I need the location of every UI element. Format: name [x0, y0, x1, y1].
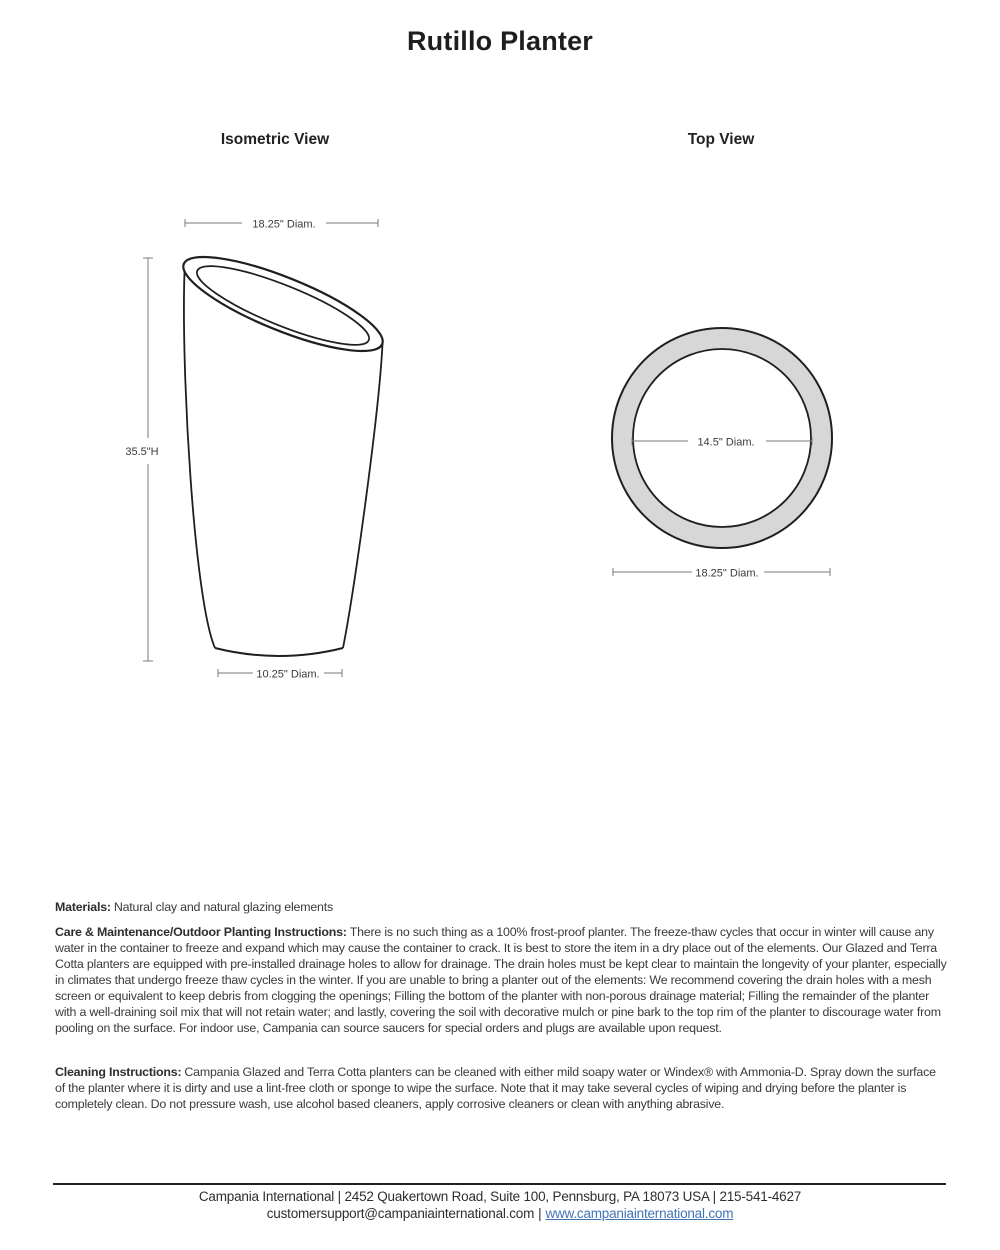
dim-top-diameter-label: 18.25" Diam.	[252, 218, 316, 231]
materials-section	[55, 899, 948, 915]
top-view-drawing	[580, 300, 870, 590]
footer-divider-rule	[53, 1183, 946, 1185]
dim-outer-diameter-label: 18.25" Diam.	[695, 567, 759, 580]
planter-rim-outer	[174, 239, 392, 368]
footer-address-line: Campania International | 2452 Quakertown Road, Suite 100, Pennsburg, PA 18073 USA | 215-541-4627	[198, 1189, 802, 1204]
dim-height	[125, 258, 158, 661]
footer-email: customersupport@campaniainternational.com	[266, 1206, 535, 1221]
dim-inner-diameter-label: 14.5" Diam.	[697, 436, 755, 449]
materials-label: Materials:	[55, 900, 111, 914]
materials-text: Natural clay and natural glazing elements	[113, 900, 333, 914]
planter-bottom-edge	[215, 648, 343, 656]
cleaning-section	[55, 1064, 948, 1112]
dim-bottom-diameter-label: 10.25" Diam.	[256, 668, 320, 681]
dim-outer-diameter	[613, 568, 830, 580]
top-view-label: Top View	[687, 131, 755, 148]
page-title: Rutillo Planter	[406, 26, 593, 56]
dim-top-diameter	[185, 219, 378, 231]
planter-left-edge	[184, 272, 215, 648]
isometric-view-label: Isometric View	[220, 131, 330, 148]
care-label: Care & Maintenance/Outdoor Planting Instructions:	[55, 925, 347, 939]
care-text: There is no such thing as a 100% frost-proof planter. The freeze-thaw cycles that occur in winter will cause any water in the container to freeze and expand which may cause the container to crack. It is best to store the item in a dry place out of the elements. Our Glazed and Terra Cotta planters are equipped with pre-installed drainage holes to allow for drainage. The drain holes must be kept clear to maintain the longevity of your planter, especially in climates that undergo freeze thaw cycles in the winter. If you are unable to bring a planter out of the elements: We recommend covering the drain holes with a mesh screen or equivalent to keep debris from clogging the openings; Filling the bottom of the planter with non-porous drainage material; Filling the remainder of the planter with a well-draining soil mix that will not retain water; and lastly, covering the soil with decorative mulch or pine bark to the top rim of the planter to discourage water from pooling on the surface. For indoor use, Campania can source saucers for special orders and plugs are available upon request.	[55, 925, 947, 1035]
footer-website-link[interactable]: www.campaniainternational.com	[545, 1206, 734, 1221]
footer-contact-line	[0, 1206, 1000, 1221]
dim-height-label: 35.5"H	[125, 446, 159, 458]
isometric-drawing	[120, 200, 420, 700]
planter-outline	[174, 239, 392, 656]
footer-contact-separator: |	[538, 1206, 542, 1221]
planter-rim-inner	[190, 252, 377, 358]
cleaning-label: Cleaning Instructions:	[55, 1065, 182, 1079]
dim-bottom-diameter	[218, 669, 342, 681]
cleaning-text: Campania Glazed and Terra Cotta planters can be cleaned with either mild soapy water or Windex® with Ammonia-D. Spray down the surface of the planter where it is dirty and use a lint-free cloth or sponge to wipe the surface. Note that it may take several cycles of wiping and drying before the planter is completely clean. Do not pressure wash, use alcohol based cleaners, apply corrosive cleaners or clean with anything abrasive.	[55, 1065, 936, 1111]
planter-right-edge	[343, 344, 383, 648]
care-section	[55, 924, 948, 1036]
